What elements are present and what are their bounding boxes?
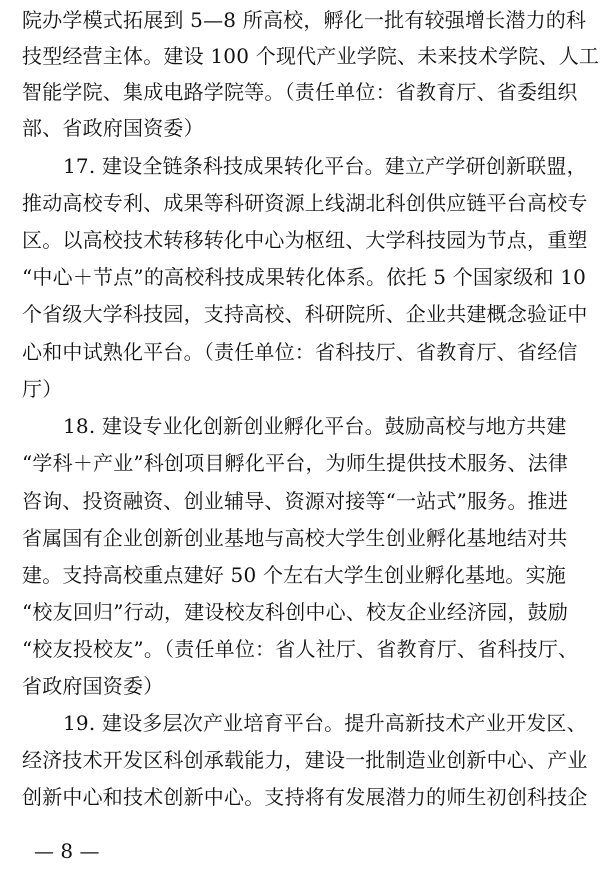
section-17-heading-line: 17. 建设全链条科技成果转化平台。建立产学研创新联盟，: [63, 154, 587, 178]
text-line: 建。支持高校重点建好 50 个左右大学生创业孵化基地。实施: [22, 563, 566, 587]
text-line: “学科＋产业”科创项目孵化平台，为师生提供技术服务、法律: [22, 451, 569, 475]
text-line: 院办学模式拓展到 5—8 所高校，孵化一批有较强增长潜力的科: [22, 8, 587, 32]
text-line: 经济技术开发区科创承载能力，建设一批制造业创新中心、产业: [22, 748, 588, 772]
text-line: 智能学院、集成电路学院等。（责任单位：省教育厅、省委组织: [22, 80, 578, 104]
text-line: 部、省政府国资委）: [22, 116, 204, 140]
text-line: 咨询、投资融资、创业辅导、资源对接等“一站式”服务。推进: [22, 489, 569, 513]
text-line: “校友回归”行动，建设校友科创中心、校友企业经济园，鼓励: [22, 600, 569, 624]
text-line: 推动高校专利、成果等科研资源上线湖北科创供应链平台高校专: [22, 191, 588, 215]
text-line: 省属国有企业创新创业基地与高校大学生创业孵化基地结对共: [22, 526, 568, 550]
text-line: 技型经营主体。建设 100 个现代产业学院、未来技术学院、人工: [22, 44, 600, 68]
page-number: — 8 —: [34, 839, 100, 863]
text-line: 创新中心和技术创新中心。支持将有发展潜力的师生初创科技企: [22, 785, 588, 809]
text-line: “校友投校友”。（责任单位：省人社厅、省教育厅、省科技厅、: [22, 637, 579, 661]
section-19-heading-line: 19. 建设多层次产业培育平台。提升高新技术产业开发区、: [63, 711, 587, 735]
text-line: 省政府国资委）: [22, 674, 164, 698]
text-line: “中心＋节点”的高校科技成果转化体系。依托 5 个国家级和 10: [22, 265, 587, 289]
text-line: 心和中试熟化平台。（责任单位：省科技厅、省教育厅、省经信: [22, 340, 578, 364]
section-18-heading-line: 18. 建设专业化创新创业孵化平台。鼓励高校与地方共建: [63, 414, 567, 438]
text-line: 区。以高校技术转移转化中心为枢纽、大学科技园为节点，重塑: [22, 228, 588, 252]
text-line: 个省级大学科技园，支持高校、科研院所、企业共建概念验证中: [22, 302, 588, 326]
text-line: 厅）: [22, 377, 63, 401]
